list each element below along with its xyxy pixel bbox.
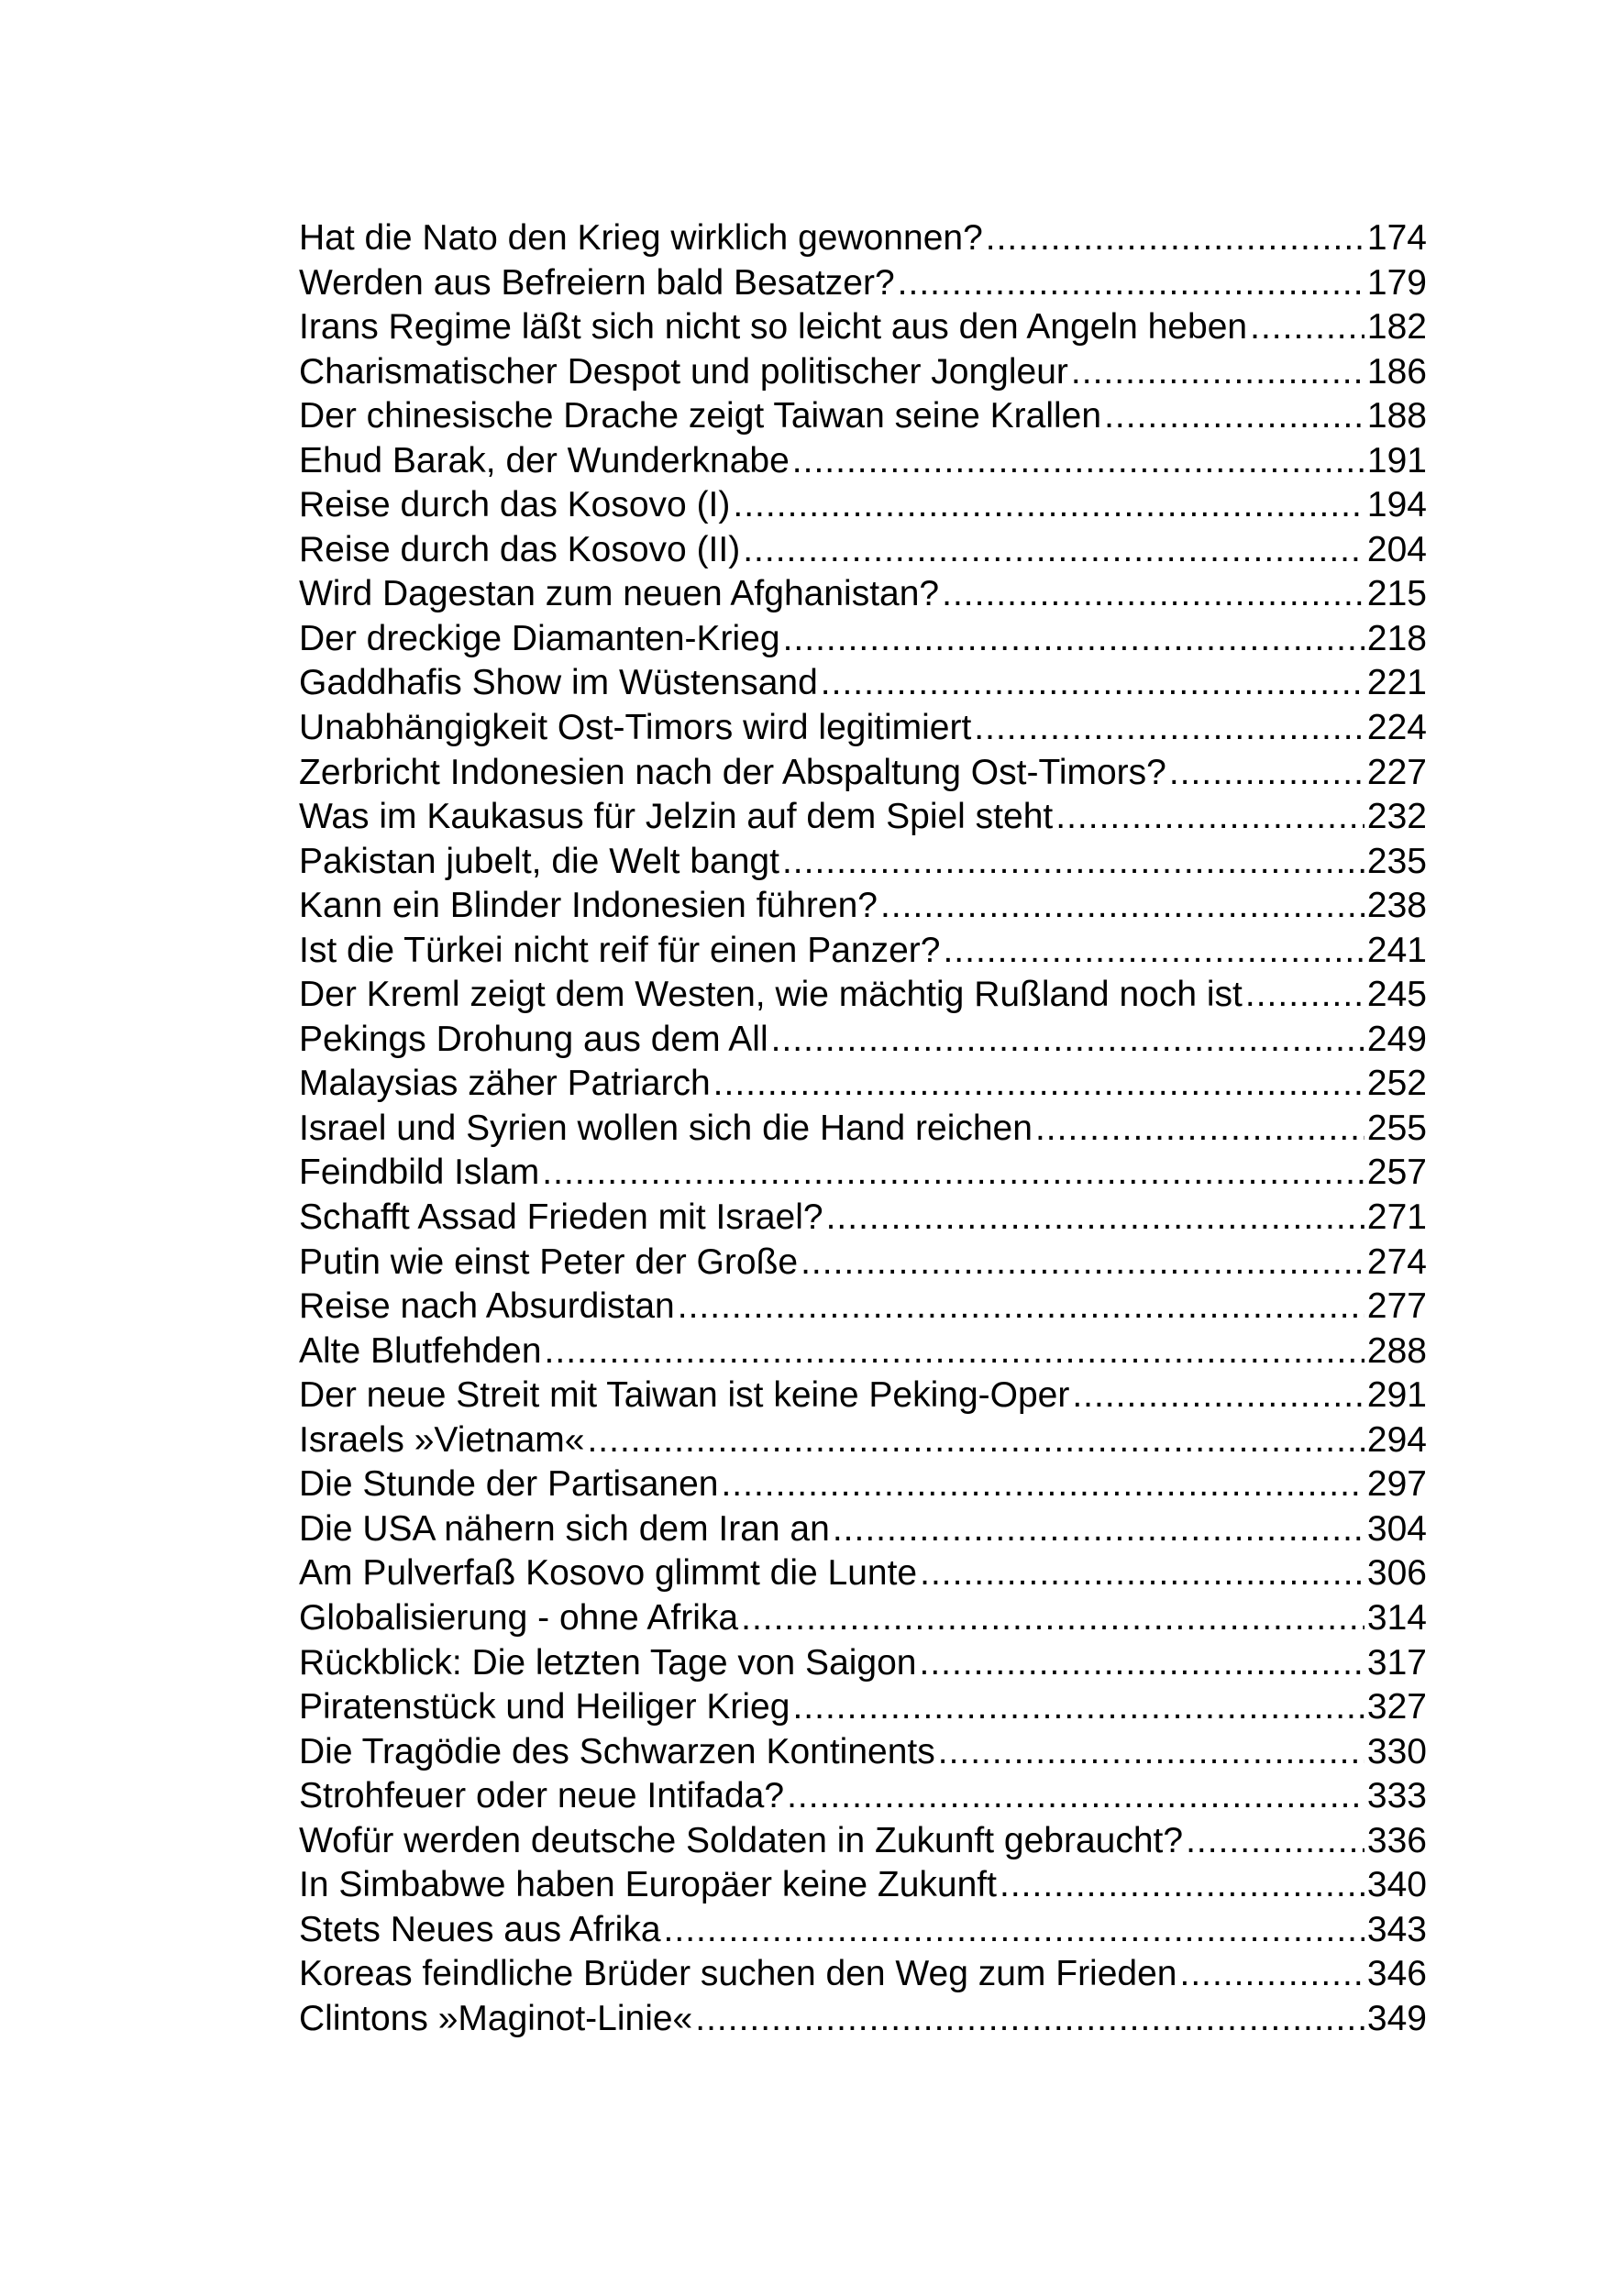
toc-entry — [299, 1241, 1427, 1285]
toc-entry — [299, 439, 1427, 484]
toc-entry-page-number: 245 — [1366, 975, 1427, 1015]
toc-entry-title: Globalisierung - ohne Afrika — [299, 1597, 739, 1638]
toc-entry — [299, 1596, 1427, 1641]
table-of-contents — [299, 216, 1427, 2041]
toc-entry — [299, 795, 1427, 840]
toc-entry-page-number: 174 — [1366, 218, 1427, 258]
toc-dot-leader — [898, 261, 1364, 306]
toc-dot-leader — [741, 1596, 1364, 1641]
toc-entry — [299, 1641, 1427, 1686]
toc-entry-title: Malaysias zäher Patriarch — [299, 1064, 711, 1104]
toc-entry-title: Der chinesische Drache zeigt Taiwan seine Krallen — [299, 396, 1102, 436]
toc-dot-leader — [826, 1196, 1364, 1241]
toc-dot-leader — [664, 1908, 1364, 1953]
toc-entry-page-number: 238 — [1366, 886, 1427, 926]
toc-entry-page-number: 271 — [1366, 1197, 1427, 1238]
toc-entry-page-number: 186 — [1366, 351, 1427, 392]
toc-entry-title: In Simbabwe haben Europäer keine Zukunft — [299, 1865, 997, 1905]
toc-entry-page-number: 294 — [1366, 1419, 1427, 1460]
toc-dot-leader — [801, 1241, 1364, 1285]
toc-entry-page-number: 317 — [1366, 1642, 1427, 1683]
toc-dot-leader — [545, 1330, 1364, 1374]
toc-entry-page-number: 215 — [1366, 574, 1427, 614]
toc-entry — [299, 1952, 1427, 1997]
toc-entry — [299, 1285, 1427, 1330]
toc-entry — [299, 1330, 1427, 1374]
toc-dot-leader — [771, 1018, 1364, 1063]
toc-entry-title: Israel und Syrien wollen sich die Hand reichen — [299, 1108, 1033, 1148]
toc-entry-page-number: 188 — [1366, 396, 1427, 436]
toc-entry-title: Unabhängigkeit Ost-Timors wird legitimiert — [299, 708, 972, 748]
toc-dot-leader — [1186, 1819, 1364, 1864]
toc-entry-page-number: 274 — [1366, 1241, 1427, 1282]
toc-dot-leader — [1179, 1952, 1364, 1997]
toc-dot-leader — [721, 1462, 1364, 1507]
toc-entry-title: Was im Kaukasus für Jelzin auf dem Spiel steht — [299, 797, 1054, 837]
toc-entry-title: Piratenstück und Heiliger Krieg — [299, 1687, 790, 1727]
toc-entry-page-number: 232 — [1366, 797, 1427, 837]
toc-entry-title: Clintons »Maginot-Linie« — [299, 1998, 693, 2038]
toc-dot-leader — [938, 1730, 1364, 1775]
toc-entry-title: Irans Regime läßt sich nicht so leicht aus den Angeln heben — [299, 307, 1248, 348]
toc-entry — [299, 528, 1427, 573]
toc-entry — [299, 1551, 1427, 1596]
toc-entry — [299, 1462, 1427, 1507]
toc-entry-title: Stets Neues aus Afrika — [299, 1909, 661, 1949]
toc-entry — [299, 1819, 1427, 1864]
toc-entry-page-number: 194 — [1366, 485, 1427, 525]
toc-dot-leader — [782, 840, 1364, 885]
toc-entry — [299, 305, 1427, 350]
toc-entry — [299, 1018, 1427, 1063]
toc-entry-title: Reise nach Absurdistan — [299, 1286, 675, 1327]
toc-entry-title: Hat die Nato den Krieg wirklich gewonnen? — [299, 218, 983, 258]
toc-dot-leader — [787, 1774, 1364, 1819]
toc-entry — [299, 572, 1427, 617]
toc-entry — [299, 1151, 1427, 1196]
toc-entry-page-number: 204 — [1366, 529, 1427, 569]
toc-entry-title: Wird Dagestan zum neuen Afghanistan? — [299, 574, 940, 614]
toc-dot-leader — [1071, 350, 1364, 395]
toc-entry-page-number: 306 — [1366, 1553, 1427, 1594]
toc-dot-leader — [792, 439, 1364, 484]
toc-entry-title: Feindbild Islam — [299, 1153, 540, 1193]
toc-entry-page-number: 227 — [1366, 752, 1427, 792]
toc-entry — [299, 706, 1427, 751]
toc-dot-leader — [920, 1551, 1364, 1596]
toc-entry — [299, 929, 1427, 974]
toc-entry-page-number: 182 — [1366, 307, 1427, 348]
toc-entry — [299, 350, 1427, 395]
toc-entry-title: Rückblick: Die letzten Tage von Saigon — [299, 1642, 917, 1683]
toc-entry-page-number: 218 — [1366, 618, 1427, 658]
toc-dot-leader — [1072, 1374, 1364, 1418]
toc-entry — [299, 973, 1427, 1018]
toc-dot-leader — [920, 1641, 1364, 1686]
toc-dot-leader — [1245, 973, 1364, 1018]
toc-entry — [299, 1196, 1427, 1241]
toc-entry — [299, 751, 1427, 796]
toc-dot-leader — [821, 661, 1364, 706]
toc-entry-title: Schafft Assad Frieden mit Israel? — [299, 1197, 823, 1238]
toc-entry-page-number: 249 — [1366, 1019, 1427, 1059]
toc-entry — [299, 1418, 1427, 1463]
toc-entry — [299, 884, 1427, 929]
toc-dot-leader — [974, 706, 1364, 751]
toc-entry-page-number: 330 — [1366, 1731, 1427, 1771]
toc-entry-title: Der dreckige Diamanten-Krieg — [299, 618, 780, 658]
toc-entry — [299, 1908, 1427, 1953]
toc-entry — [299, 1507, 1427, 1552]
toc-entry-title: Ehud Barak, der Wunderknabe — [299, 440, 790, 480]
toc-dot-leader — [1000, 1863, 1364, 1908]
toc-entry-title: Strohfeuer oder neue Intifada? — [299, 1776, 785, 1816]
toc-entry-title: Reise durch das Kosovo (II) — [299, 529, 741, 569]
toc-entry — [299, 1685, 1427, 1730]
toc-entry-page-number: 288 — [1366, 1330, 1427, 1371]
toc-entry-page-number: 343 — [1366, 1909, 1427, 1949]
toc-entry — [299, 617, 1427, 662]
toc-entry-title: Charismatischer Despot und politischer Jongleur — [299, 351, 1068, 392]
toc-dot-leader — [880, 884, 1364, 929]
toc-entry-page-number: 191 — [1366, 440, 1427, 480]
toc-entry — [299, 1062, 1427, 1107]
toc-entry-page-number: 241 — [1366, 930, 1427, 970]
toc-dot-leader — [1055, 795, 1364, 840]
toc-entry — [299, 483, 1427, 528]
toc-dot-leader — [713, 1062, 1364, 1107]
toc-entry-page-number: 327 — [1366, 1687, 1427, 1727]
toc-entry-title: Ist die Türkei nicht reif für einen Panzer? — [299, 930, 941, 970]
toc-dot-leader — [986, 216, 1364, 261]
toc-entry — [299, 1374, 1427, 1418]
toc-entry — [299, 261, 1427, 306]
toc-entry-title: Gaddhafis Show im Wüstensand — [299, 663, 818, 703]
toc-entry-title: Am Pulverfaß Kosovo glimmt die Lunte — [299, 1553, 918, 1594]
toc-dot-leader — [695, 1997, 1364, 2042]
toc-entry-page-number: 291 — [1366, 1375, 1427, 1416]
toc-entry-title: Zerbricht Indonesien nach der Abspaltung Ost-Timors? — [299, 752, 1166, 792]
toc-entry — [299, 1730, 1427, 1775]
toc-entry — [299, 840, 1427, 885]
toc-dot-leader — [1035, 1107, 1364, 1152]
toc-entry-page-number: 221 — [1366, 663, 1427, 703]
toc-entry-title: Alte Blutfehden — [299, 1330, 542, 1371]
toc-entry-page-number: 333 — [1366, 1776, 1427, 1816]
toc-dot-leader — [942, 572, 1364, 617]
toc-entry-page-number: 304 — [1366, 1508, 1427, 1549]
toc-entry-page-number: 224 — [1366, 708, 1427, 748]
toc-entry-title: Der neue Streit mit Taiwan ist keine Peking-Oper — [299, 1375, 1070, 1416]
toc-entry — [299, 1997, 1427, 2042]
toc-entry-page-number: 179 — [1366, 262, 1427, 303]
toc-entry-page-number: 277 — [1366, 1286, 1427, 1327]
toc-entry-page-number: 346 — [1366, 1954, 1427, 1994]
toc-entry-title: Pekings Drohung aus dem All — [299, 1019, 768, 1059]
toc-dot-leader — [1169, 751, 1364, 796]
toc-entry-page-number: 336 — [1366, 1820, 1427, 1860]
toc-entry — [299, 661, 1427, 706]
toc-entry-title: Koreas feindliche Brüder suchen den Weg zum Frieden — [299, 1954, 1177, 1994]
toc-dot-leader — [542, 1151, 1364, 1196]
toc-dot-leader — [792, 1685, 1364, 1730]
toc-dot-leader — [1250, 305, 1364, 350]
toc-entry-title: Der Kreml zeigt dem Westen, wie mächtig Rußland noch ist — [299, 975, 1243, 1015]
toc-entry-title: Die USA nähern sich dem Iran an — [299, 1508, 830, 1549]
toc-dot-leader — [743, 528, 1364, 573]
toc-dot-leader — [833, 1507, 1364, 1552]
toc-entry — [299, 394, 1427, 439]
toc-entry-title: Kann ein Blinder Indonesien führen? — [299, 886, 878, 926]
toc-entry-title: Werden aus Befreiern bald Besatzer? — [299, 262, 895, 303]
toc-entry-title: Reise durch das Kosovo (I) — [299, 485, 731, 525]
toc-entry — [299, 1863, 1427, 1908]
toc-entry-page-number: 297 — [1366, 1464, 1427, 1505]
toc-entry-page-number: 252 — [1366, 1064, 1427, 1104]
toc-entry-page-number: 257 — [1366, 1153, 1427, 1193]
toc-entry-title: Wofür werden deutsche Soldaten in Zukunft gebraucht? — [299, 1820, 1184, 1860]
toc-dot-leader — [733, 483, 1364, 528]
toc-entry-page-number: 340 — [1366, 1865, 1427, 1905]
toc-entry-title: Putin wie einst Peter der Große — [299, 1241, 799, 1282]
toc-dot-leader — [943, 929, 1364, 974]
toc-entry-title: Die Stunde der Partisanen — [299, 1464, 719, 1505]
toc-entry-title: Die Tragödie des Schwarzen Kontinents — [299, 1731, 935, 1771]
toc-entry-title: Pakistan jubelt, die Welt bangt — [299, 841, 779, 881]
toc-dot-leader — [783, 617, 1364, 662]
toc-entry — [299, 216, 1427, 261]
toc-entry — [299, 1107, 1427, 1152]
toc-entry — [299, 1774, 1427, 1819]
toc-entry-page-number: 235 — [1366, 841, 1427, 881]
toc-entry-page-number: 255 — [1366, 1108, 1427, 1148]
toc-dot-leader — [587, 1418, 1364, 1463]
toc-dot-leader — [1104, 394, 1364, 439]
toc-entry-title: Israels »Vietnam« — [299, 1419, 585, 1460]
toc-entry-page-number: 314 — [1366, 1597, 1427, 1638]
toc-dot-leader — [678, 1285, 1364, 1330]
toc-entry-page-number: 349 — [1366, 1998, 1427, 2038]
